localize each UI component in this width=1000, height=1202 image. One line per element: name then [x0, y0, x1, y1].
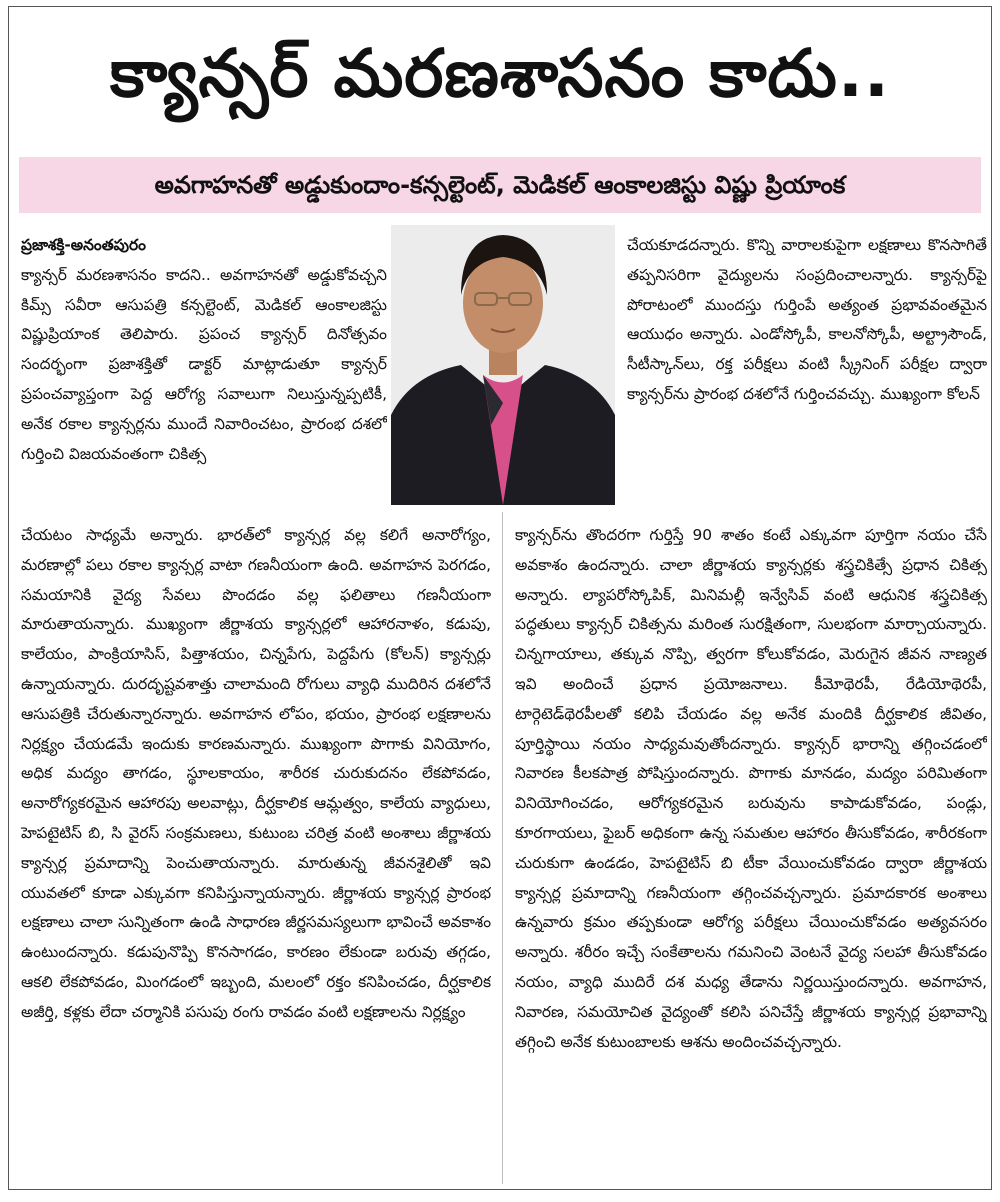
- article-column-1-top: [21, 231, 387, 521]
- article-column-2-top: చేయకూడదన్నారు. కొన్ని వారాలకుపైగా లక్షణాలు కొనసాగితే తప్పనిసరిగా వైద్యులను సంప్రదించాలన్నారు. క్యాన్సర్‌పై పోరాటంలో ముందస్తు గుర్తింపే అత్యంత ప్రభావవంతమైన ఆయుధం అన్నారు. ఎండోస్కోపీ, కాలనోస్కోపీ, అల్ట్రాసౌండ్, సీటీస్కాన్‌లు, రక్త పరీక్షలు వంటి స్క్రీనింగ్ పరీక్షల ద్వారా క్యాన్సర్‌ను ప్రారంభ దశలోనే గుర్తించవచ్చు. ముఖ్యంగా కోలన్: [627, 236, 987, 403]
- portrait-illustration: [391, 225, 615, 505]
- article-column-1-bottom: చేయటం సాధ్యమే అన్నారు. భారత్‌లో క్యాన్సర్ల వల్ల కలిగే అనారోగ్యం, మరణాల్లో పలు రకాల క్యాన్సర్ల వాటా గణనీయంగా ఉంది. అవగాహన పెరగడం, సమయానికి వైద్య సేవలు పొందడం వల్ల ఫలితాలు గణనీయంగా మారుతాయన్నారు. ముఖ్యంగా జీర్ణాశయ క్యాన్సర్లలో ఆహారనాళం, కడుపు, కాలేయం, పాంక్రియాసిస్, పిత్తాశయం, చిన్నపేగు, పెద్దపేగు (కోలన్) క్యాన్సర్లు ఉన్నాయన్నారు. దురదృష్టవశాత్తు చాలామంది రోగులు వ్యాధి ముదిరిన దశలోనే ఆసుపత్రికి చేరుతున్నారన్నారు. అవగాహన లోపం, భయం, ప్రారంభ లక్షణాలను నిర్లక్ష్యం చేయడమే ఇందుకు కారణమన్నారు. ముఖ్యంగా పొగాకు వినియోగం, అధిక మద్యం తాగడం, స్థూలకాయం, శారీరక చురుకుదనం లేకపోవడం, అనారోగ్యకరమైన ఆహారపు అలవాట్లు, దీర్ఘకాలిక ఆమ్లత్వం, కాలేయ వ్యాధులు, హెపటైటిస్ బి, సి వైరస్ సంక్రమణలు, కుటుంబ చరిత్ర వంటి అంశాలు జీర్ణాశయ క్యాన్సర్ల ప్రమాదాన్ని పెంచుతాయన్నారు. మారుతున్న జీవనశైలితో ఇవి యువతలో కూడా ఎక్కువగా కనిపిస్తున్నాయన్నారు. జీర్ణాశయ క్యాన్సర్ల ప్రారంభ లక్షణాలు చాలా సున్నితంగా ఉండి సాధారణ జీర్ణసమస్యలుగా భావించే అవకాశం ఉంటుందన్నారు. కడుపునొప్పి కొనసాగడం, కారణం లేకుండా బరువు తగ్గడం, ఆకలి లేకపోవడం, మింగడంలో ఇబ్బంది, మలంలో రక్తం కనిపించడం, దీర్ఘకాలిక అజీర్తి, కళ్లకు లేదా చర్మానికి పసుపు రంగు రావడం వంటి లక్షణాలను నిర్లక్ష్యం: [21, 526, 491, 1021]
- article-text-1-top: క్యాన్సర్ మరణశాసనం కాదని.. అవగాహనతో అడ్డుకోవచ్చని కిమ్స్ సవీరా ఆసుపత్రి కన్సల్టెంట్, మెడికల్ ఆంకాలజిస్టు విష్ణుప్రియాంక తెలిపారు. ప్రపంచ క్యాన్సర్ దినోత్సవం సందర్భంగా ప్రజాశక్తితో డాక్టర్ మాట్లాడుతూ క్యాన్సర్ ప్రపంచవ్యాప్తంగా పెద్ద ఆరోగ్య సవాలుగా నిలుస్తున్నప్పటికీ, అనేక రకాల క్యాన్సర్లను ముందే నివారించటం, ప్రారంభ దశలో గుర్తించి విజయవంతంగా చికిత్స: [21, 265, 387, 463]
- article-column-2-bottom: క్యాన్సర్‌ను తొందరగా గుర్తిస్తే 90 శాతం కంటే ఎక్కువగా పూర్తిగా నయం చేసే అవకాశం ఉందన్నారు. చాలా జీర్ణాశయ క్యాన్సర్లకు శస్త్రచికిత్సే ప్రధాన చికిత్స అన్నారు. ల్యాపరోస్కోపిక్, మినిమల్లీ ఇన్వేసివ్ వంటి ఆధునిక శస్త్రచికిత్స పద్ధతులు క్యాన్సర్ చికిత్సను మరింత సురక్షితంగా, సులభంగా మార్చాయన్నారు. చిన్నగాయాలు, తక్కువ నొప్పి, త్వరగా కోలుకోవడం, మెరుగైన జీవన నాణ్యత ఇవి అందించే ప్రధాన ప్రయోజనాలు. కీమోథెరపీ, రేడియోథెరపీ, టార్గెటెడ్‌థెరపీలతో కలిపి చేయడం వల్ల అనేక మందికి దీర్ఘకాలిక జీవితం, పూర్తిస్థాయి నయం సాధ్యమవుతోందన్నారు. క్యాన్సర్ భారాన్ని తగ్గించడంలో నివారణ కీలకపాత్ర పోషిస్తుందన్నారు. పొగాకు మానడం, మద్యం పరిమితంగా వినియోగించడం, ఆరోగ్యకరమైన బరువును కాపాడుకోవడం, పండ్లు, కూరగాయలు, ఫైబర్ అధికంగా ఉన్న సమతుల ఆహారం తీసుకోవడం, శారీరకంగా చురుకుగా ఉండడం, హెపటైటిస్ బి టీకా వేయించుకోవడం ద్వారా జీర్ణాశయ క్యాన్సర్ల ప్రమాదాన్ని గణనీయంగా తగ్గించవచ్చన్నారు. ప్రమాదకారక అంశాలు ఉన్నవారు క్రమం తప్పకుండా ఆరోగ్య పరీక్షలు చేయించుకోవడం అత్యవసరం అన్నారు. శరీరం ఇచ్చే సంకేతాలను గమనించి వెంటనే వైద్య సలహా తీసుకోవడం నయం, వ్యాధి ముదిరే దశ మధ్య తేడాను నిర్ణయిస్తుందన్నారు. అవగాహన, నివారణ, సమయోచిత వైద్యంతో కలిసి పనిచేస్తే జీర్ణాశయ క్యాన్సర్ల ప్రభావాన్ని తగ్గించి అనేక కుటుంబాలకు ఆశను అందించవచ్చన్నారు.: [515, 526, 987, 1051]
- headline: క్యాన్సర్ మరణశాసనం కాదు..: [109, 35, 890, 112]
- column-divider: [502, 512, 503, 1184]
- newspaper-clipping: [8, 6, 992, 1190]
- byline: ప్రజాశక్తి-అనంతపురం: [21, 236, 146, 254]
- subheadline: అవగాహనతో అడ్డుకుందాం-కన్సల్టెంట్, మెడికల్ ఆంకాలజిస్టు విష్ణు ప్రియాంక: [19, 157, 981, 213]
- doctor-portrait-photo: [391, 225, 615, 505]
